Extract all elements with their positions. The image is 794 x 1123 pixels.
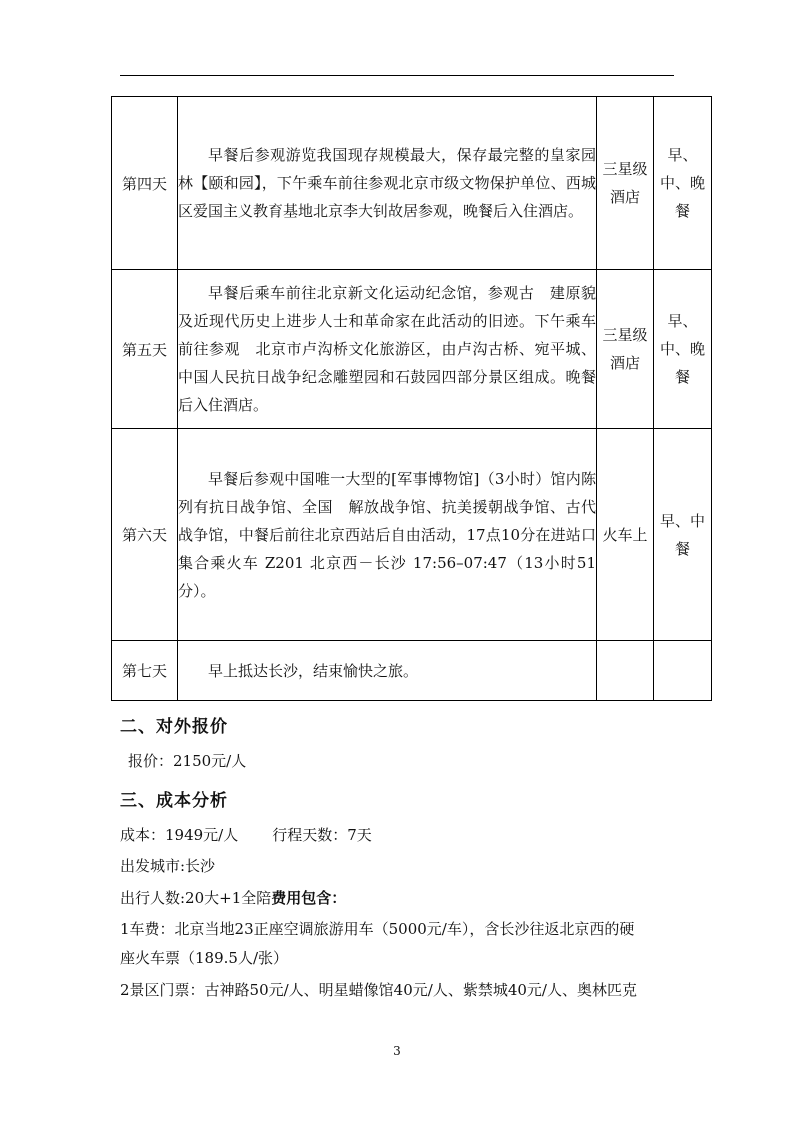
item1-line2: 座火车票（189.5人/张）: [120, 949, 288, 967]
cost-line: [120, 824, 372, 845]
content-text: 早上抵达长沙，结束愉快之旅。: [208, 661, 419, 680]
table-row: [112, 97, 712, 270]
item2-line1: 2景区门票：古神路50元/人、明星蜡像馆40元/人、紫禁城40元/人、奥林匹克: [120, 981, 637, 999]
day-cell: 第四天: [112, 97, 178, 270]
meal-cell: 早、中、晚餐: [654, 97, 712, 270]
content-cell: [178, 97, 597, 270]
section-title-quote: 二、对外报价: [120, 717, 228, 737]
content-cell: [178, 270, 597, 429]
section-title-cost: 三、成本分析: [120, 791, 228, 811]
days-value: 行程天数：7天: [272, 826, 372, 844]
day-cell: 第七天: [112, 641, 178, 701]
people-text: 出行人数:20大+1全陪: [120, 889, 272, 907]
hotel-cell: 火车上: [597, 429, 654, 641]
page-number: 3: [393, 1044, 401, 1058]
itinerary-table: [111, 96, 712, 701]
content-text: 早餐后参观游览我国现存规模最大，保存最完整的皇家园林【颐和园】，下午乘车前往参观北京市级文物保护单位、西城区爱国主义教育基地北京李大钊故居参观，晚餐后入住酒店。: [178, 146, 596, 220]
table-row: [112, 270, 712, 429]
content-cell: [178, 641, 597, 701]
hotel-cell: [597, 641, 654, 701]
city-line: 出发城市:长沙: [120, 857, 216, 875]
table-row: [112, 641, 712, 701]
meal-cell: [654, 641, 712, 701]
content-text: 早餐后参观中国唯一大型的[军事博物馆]（3小时）馆内陈列有抗日战争馆、全国 解放战争馆、抗美援朝战争馆、古代战争馆，中餐后前往北京西站后自由活动，17点10分在进站口集合乘火车 Z201 北京西－长沙 17:56–07:47（13小时51分）。: [178, 469, 596, 600]
hotel-cell: 三星级酒店: [597, 97, 654, 270]
fee-include-label: 费用包含：: [271, 889, 347, 907]
day-cell: 第六天: [112, 429, 178, 641]
people-line: [120, 887, 346, 908]
cost-value: 成本：1949元/人: [120, 826, 239, 844]
meal-cell: 早、中餐: [654, 429, 712, 641]
meal-cell: 早、中、晚餐: [654, 270, 712, 429]
day-cell: 第五天: [112, 270, 178, 429]
content-text: 早餐后乘车前往北京新文化运动纪念馆，参观古 建原貌及近现代历史上进步人士和革命家在此活动的旧迹。下午乘车前往参观 北京市卢沟桥文化旅游区，由卢沟古桥、宛平城、中国人民抗日战争纪念雕塑园和石鼓园四部分景区组成。晚餐后入住酒店。: [178, 284, 596, 414]
table-row: [112, 429, 712, 641]
header-rule: [120, 75, 674, 76]
content-cell: [178, 429, 597, 641]
hotel-cell: 三星级酒店: [597, 270, 654, 429]
price-line: 报价：2150元/人: [128, 752, 247, 770]
item1-line1: 1车费：北京当地23正座空调旅游用车（5000元/车），含长沙往返北京西的硬: [120, 920, 635, 938]
